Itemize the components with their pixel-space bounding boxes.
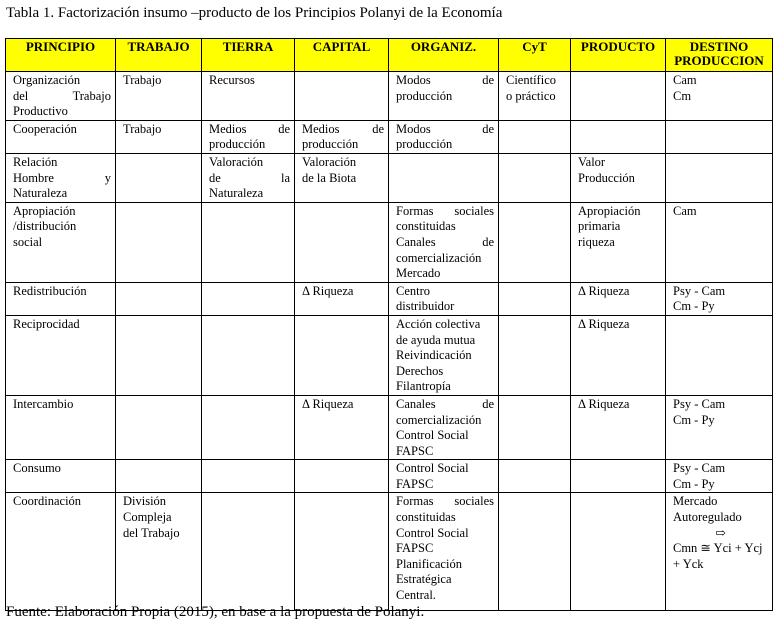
cell-tierra bbox=[202, 315, 295, 395]
cell-line: Mercado bbox=[396, 266, 441, 281]
cell-line: Δ Riqueza bbox=[302, 283, 354, 298]
cell-line: o práctico bbox=[506, 88, 556, 103]
cell-destino bbox=[666, 202, 773, 282]
col-header-capital: CAPITAL bbox=[295, 39, 389, 72]
table-row bbox=[6, 493, 773, 611]
cell-word: del bbox=[13, 88, 29, 103]
cell-principio bbox=[6, 493, 116, 611]
cell-line: FAPSC bbox=[396, 541, 434, 556]
cell-trabajo bbox=[116, 315, 202, 395]
cell-line: de la Biota bbox=[302, 170, 357, 185]
cell-organiz bbox=[389, 202, 499, 282]
cell-word: de bbox=[209, 170, 221, 185]
cell-producto bbox=[571, 460, 666, 493]
cell-line: comercialización bbox=[396, 250, 482, 265]
cell-capital bbox=[295, 202, 389, 282]
cell-capital bbox=[295, 120, 389, 153]
cell-line: producción bbox=[302, 137, 359, 152]
cell-word: la bbox=[280, 170, 290, 185]
cell-line bbox=[396, 397, 494, 413]
cell-line: Control Social bbox=[396, 525, 469, 540]
cell-tierra bbox=[202, 460, 295, 493]
cell-capital bbox=[295, 493, 389, 611]
cell-cyt bbox=[499, 72, 571, 121]
cell-capital bbox=[295, 460, 389, 493]
cell-line: Trabajo bbox=[123, 73, 162, 87]
cell-line: Valoración bbox=[209, 154, 264, 169]
cell-line: Derechos bbox=[396, 363, 444, 378]
cell-line: Reivindicación bbox=[396, 348, 472, 363]
cell-word: de bbox=[482, 234, 494, 249]
cell-line: Apropiación bbox=[13, 203, 76, 218]
cell-line: Cooperación bbox=[13, 121, 77, 136]
col-header-trabajo: TRABAJO bbox=[116, 39, 202, 72]
cell-line: Compleja bbox=[123, 510, 172, 525]
cell-destino bbox=[666, 282, 773, 315]
cell-line: Control Social bbox=[396, 428, 469, 443]
cell-line: Centro bbox=[396, 283, 431, 298]
cell-trabajo bbox=[116, 72, 202, 121]
cell-line: Psy - Cam bbox=[673, 283, 726, 298]
cell-producto bbox=[571, 282, 666, 315]
cell-line: Recursos bbox=[209, 73, 255, 87]
cell-word: Trabajo bbox=[72, 88, 111, 103]
cell-line: Autoregulado bbox=[673, 510, 742, 525]
cell-tierra bbox=[202, 202, 295, 282]
cell-line: Consumo bbox=[13, 461, 61, 476]
cell-principio bbox=[6, 282, 116, 315]
cell-line: producción bbox=[396, 88, 453, 103]
cell-line: producción bbox=[396, 137, 453, 152]
cell-word: y bbox=[104, 170, 111, 185]
col-header-producto: PRODUCTO bbox=[571, 39, 666, 72]
cell-line: Relación bbox=[13, 154, 58, 169]
cell-line: Cam bbox=[673, 73, 697, 87]
cell-word: Formas bbox=[396, 203, 434, 218]
cell-cyt bbox=[499, 153, 571, 202]
col-header-principio: PRINCIPIO bbox=[6, 39, 116, 72]
cell-line: Δ Riqueza bbox=[578, 283, 630, 298]
cell-trabajo bbox=[116, 460, 202, 493]
cell-line: Intercambio bbox=[13, 396, 74, 411]
cell-line bbox=[396, 204, 494, 220]
cell-principio bbox=[6, 72, 116, 121]
cell-organiz bbox=[389, 282, 499, 315]
cell-trabajo bbox=[116, 282, 202, 315]
cell-tierra bbox=[202, 120, 295, 153]
cell-line: Valoración bbox=[302, 154, 357, 169]
cell-line: Redistribución bbox=[13, 283, 87, 298]
cell-tierra bbox=[202, 493, 295, 611]
table-row bbox=[6, 395, 773, 459]
cell-word: de bbox=[482, 121, 494, 136]
cell-line: Apropiación bbox=[578, 203, 641, 218]
cell-word: sociales bbox=[454, 494, 494, 509]
cell-line: Δ Riqueza bbox=[578, 396, 630, 411]
table-row bbox=[6, 153, 773, 202]
cell-line: constituidas bbox=[396, 510, 456, 525]
cell-line: Naturaleza bbox=[209, 186, 264, 201]
cell-organiz bbox=[389, 72, 499, 121]
table-row bbox=[6, 315, 773, 395]
cell-capital bbox=[295, 72, 389, 121]
cell-word: Modos bbox=[396, 73, 431, 87]
cell-cyt bbox=[499, 395, 571, 459]
col-header-destino: DESTINO PRODUCCION bbox=[666, 39, 773, 72]
cell-word: Modos bbox=[396, 121, 431, 136]
cell-producto bbox=[571, 395, 666, 459]
cell-capital bbox=[295, 282, 389, 315]
cell-cyt bbox=[499, 315, 571, 395]
cell-principio bbox=[6, 395, 116, 459]
cell-line: Cm - Py bbox=[673, 299, 715, 314]
cell-destino bbox=[666, 493, 773, 611]
cell-word: sociales bbox=[454, 203, 494, 218]
cell-trabajo bbox=[116, 153, 202, 202]
cell-cyt bbox=[499, 120, 571, 153]
cell-line: Trabajo bbox=[123, 121, 162, 136]
cell-line: Δ Riqueza bbox=[302, 396, 354, 411]
cell-line: FAPSC bbox=[396, 476, 434, 491]
cell-line bbox=[302, 122, 384, 138]
source-note: Fuente: Elaboración Propia (2015), en base a la propuesta de Polanyi. bbox=[6, 604, 425, 620]
cell-line bbox=[396, 122, 494, 138]
cell-line bbox=[13, 171, 111, 187]
cell-trabajo bbox=[116, 202, 202, 282]
table-row bbox=[6, 120, 773, 153]
cell-line: Acción colectiva bbox=[396, 316, 481, 331]
cell-destino bbox=[666, 395, 773, 459]
cell-word: de bbox=[278, 121, 290, 136]
cell-line: Naturaleza bbox=[13, 186, 68, 201]
cell-organiz bbox=[389, 120, 499, 153]
cell-organiz bbox=[389, 460, 499, 493]
cell-destino bbox=[666, 460, 773, 493]
cell-word: Medios bbox=[302, 121, 340, 136]
cell-destino bbox=[666, 72, 773, 121]
cell-line: Estratégica bbox=[396, 572, 452, 587]
cell-line: Coordinación bbox=[13, 494, 82, 509]
cell-principio bbox=[6, 120, 116, 153]
cell-cyt bbox=[499, 460, 571, 493]
cell-producto bbox=[571, 72, 666, 121]
cell-line bbox=[209, 171, 290, 187]
cell-line: Psy - Cam bbox=[673, 396, 726, 411]
cell-word: Canales bbox=[396, 234, 436, 249]
cell-line: social bbox=[13, 234, 43, 249]
cell-trabajo bbox=[116, 120, 202, 153]
cell-tierra bbox=[202, 153, 295, 202]
cell-organiz bbox=[389, 315, 499, 395]
cell-line bbox=[396, 494, 494, 510]
cell-organiz bbox=[389, 153, 499, 202]
cell-principio bbox=[6, 315, 116, 395]
cell-line: Cm - Py bbox=[673, 476, 715, 491]
cell-word: de bbox=[372, 121, 384, 136]
cell-trabajo bbox=[116, 395, 202, 459]
cell-cyt bbox=[499, 282, 571, 315]
cell-line bbox=[209, 122, 290, 138]
cell-line: distribuidor bbox=[396, 299, 455, 314]
cell-line bbox=[396, 73, 494, 89]
cell-line: primaria bbox=[578, 219, 621, 234]
cell-line bbox=[13, 89, 111, 105]
table-caption: Tabla 1. Factorización insumo –producto de los Principios Polanyi de la Economía bbox=[6, 5, 503, 21]
cell-line bbox=[396, 235, 494, 251]
cell-producto bbox=[571, 120, 666, 153]
cell-line: Valor bbox=[578, 154, 606, 169]
cell-producto bbox=[571, 153, 666, 202]
cell-line: constituidas bbox=[396, 219, 456, 234]
cell-tierra bbox=[202, 282, 295, 315]
cell-destino bbox=[666, 315, 773, 395]
cell-producto bbox=[571, 315, 666, 395]
cell-producto bbox=[571, 202, 666, 282]
cell-producto bbox=[571, 493, 666, 611]
table-row bbox=[6, 460, 773, 493]
cell-line: Planificación bbox=[396, 556, 462, 571]
cell-principio bbox=[6, 153, 116, 202]
header-row bbox=[6, 39, 773, 72]
cell-word: de bbox=[482, 396, 494, 411]
cell-principio bbox=[6, 202, 116, 282]
cell-line: comercialización bbox=[396, 412, 482, 427]
cell-line: de ayuda mutua bbox=[396, 332, 476, 347]
cell-line: Científico bbox=[506, 73, 556, 87]
cell-word: Formas bbox=[396, 494, 434, 509]
cell-line: Cam bbox=[673, 203, 697, 218]
arrow-icon: ⇨ bbox=[715, 525, 726, 540]
cell-line: Productivo bbox=[13, 104, 68, 119]
polanyi-factorization-table bbox=[5, 38, 773, 611]
col-header-tierra: TIERRA bbox=[202, 39, 295, 72]
cell-line: Control Social bbox=[396, 461, 469, 476]
cell-line: Cm bbox=[673, 88, 692, 103]
cell-cyt bbox=[499, 202, 571, 282]
cell-line: Psy - Cam bbox=[673, 461, 726, 476]
table-row bbox=[6, 282, 773, 315]
cell-line: del Trabajo bbox=[123, 525, 180, 540]
cell-tierra bbox=[202, 395, 295, 459]
cell-line: Reciprocidad bbox=[13, 316, 80, 331]
cell-line: /distribución bbox=[13, 219, 77, 234]
table-row bbox=[6, 72, 773, 121]
cell-line: Mercado bbox=[673, 494, 718, 509]
cell-line: Filantropía bbox=[396, 379, 451, 394]
cell-word: Hombre bbox=[13, 170, 54, 185]
cell-line: Organización bbox=[13, 73, 81, 87]
cell-word: Canales bbox=[396, 396, 436, 411]
cell-destino bbox=[666, 120, 773, 153]
cell-line: División bbox=[123, 494, 167, 509]
cell-capital bbox=[295, 315, 389, 395]
cell-line: + Yck bbox=[673, 556, 704, 571]
cell-principio bbox=[6, 460, 116, 493]
cell-line: Producción bbox=[578, 170, 635, 185]
cell-word: de bbox=[482, 73, 494, 87]
cell-organiz bbox=[389, 395, 499, 459]
cell-line: riqueza bbox=[578, 234, 615, 249]
cell-tierra bbox=[202, 72, 295, 121]
col-header-organiz: ORGANIZ. bbox=[389, 39, 499, 72]
cell-cyt bbox=[499, 493, 571, 611]
cell-line: Cmn ≅ Yci + Ycj bbox=[673, 541, 763, 556]
cell-line: Δ Riqueza bbox=[578, 316, 630, 331]
cell-line: FAPSC bbox=[396, 443, 434, 458]
table-body bbox=[6, 72, 773, 611]
cell-destino bbox=[666, 153, 773, 202]
cell-capital bbox=[295, 395, 389, 459]
cell-line: producción bbox=[209, 137, 266, 152]
cell-word: Medios bbox=[209, 121, 247, 136]
table-row bbox=[6, 202, 773, 282]
cell-trabajo bbox=[116, 493, 202, 611]
cell-capital bbox=[295, 153, 389, 202]
cell-organiz bbox=[389, 493, 499, 611]
cell-line: Cm - Py bbox=[673, 412, 715, 427]
col-header-cyt: CyT bbox=[499, 39, 571, 72]
cell-line: Central. bbox=[396, 588, 436, 603]
